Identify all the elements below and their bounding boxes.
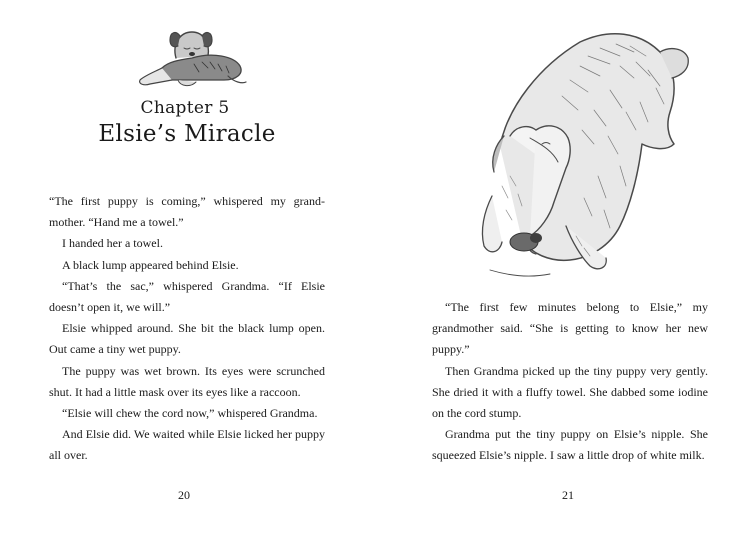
right-page (378, 0, 756, 549)
paragraph: A black lump appeared behind Elsie. (62, 257, 239, 272)
paragraph: Then Grandma picked up the tiny puppy very gently. She dried it with a fluffy towel. She dabbed some iodine on the cord stump. (432, 363, 708, 421)
left-page-text (49, 191, 325, 467)
paragraph: “Elsie will chew the cord now,” whispered Grandma. (62, 406, 318, 421)
paragraph: “The first few minutes belong to Elsie,” my grandmother said. “She is getting to know her new puppy.” (432, 300, 708, 357)
paragraph: And Elsie did. We waited while Elsie licked her puppy all over. (49, 427, 325, 463)
right-page-text (432, 297, 708, 467)
collie-with-puppy-illustration (470, 26, 692, 288)
sleeping-puppy-illustration (132, 22, 250, 94)
chapter-number: Chapter 5 (140, 98, 230, 118)
page-number: 20 (178, 488, 190, 502)
paragraph: I handed her a towel. (62, 236, 163, 251)
chapter-title: Elsie’s Miracle (98, 121, 276, 147)
paragraph: “That’s the sac,” whispered Grandma. “If Elsie doesn’t open it, we will.” (49, 278, 325, 315)
page-number: 21 (562, 488, 574, 502)
paragraph: Grandma put the tiny puppy on Elsie’s nipple. She squeezed Elsie’s nipple. I saw a little drop of white milk. (432, 427, 708, 463)
paragraph: Elsie whipped around. She bit the black lump open. Out came a tiny wet puppy. (49, 321, 325, 357)
paragraph: “The first puppy is coming,” whispered my grand-mother. “Hand me a towel.” (49, 194, 325, 230)
paragraph: The puppy was wet brown. Its eyes were scrunched shut. It had a little mask over its eyes like a raccoon. (49, 363, 325, 399)
